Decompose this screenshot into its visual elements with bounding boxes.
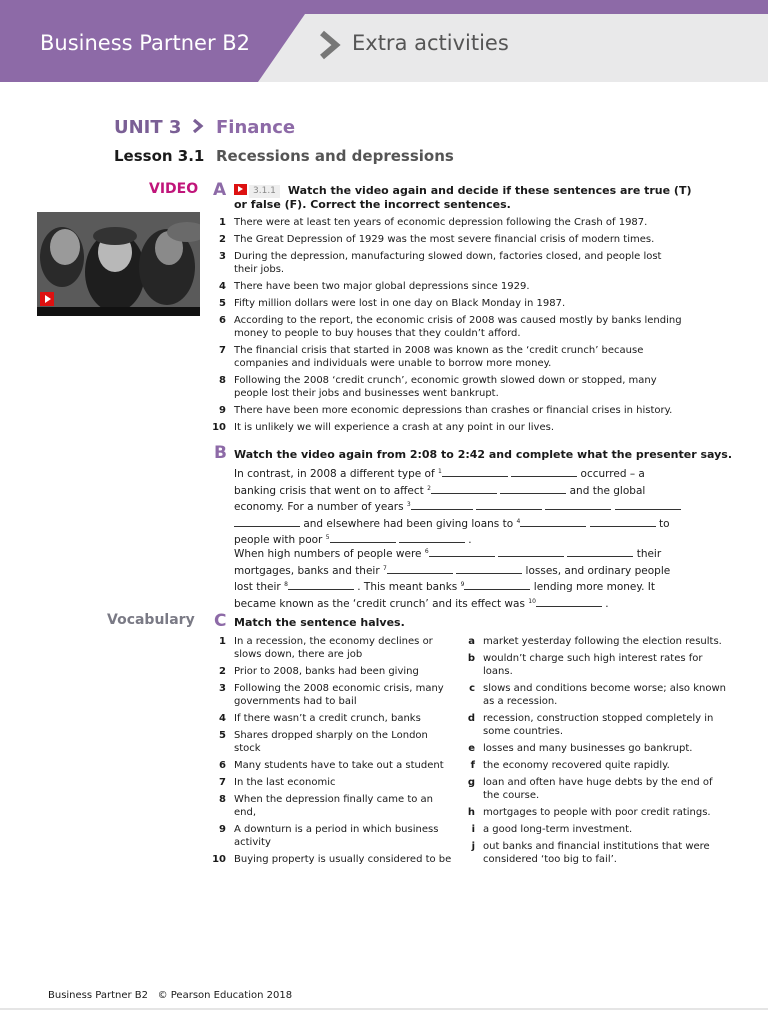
gap-number: 9 <box>460 581 465 588</box>
item-number: 1 <box>219 636 226 647</box>
item-number: 10 <box>212 422 226 433</box>
sentence-end-item <box>457 742 727 755</box>
footer <box>48 990 292 1001</box>
statement-item <box>208 314 682 340</box>
item-text: There have been two major global depressions since 1929. <box>234 281 530 292</box>
chevron-right-icon <box>192 119 204 133</box>
gap-text: When high numbers of people were <box>234 548 422 560</box>
gap-text: occurred – a banking crisis that went on to affect <box>234 468 645 497</box>
item-number: c <box>469 683 475 694</box>
item-text: If there wasn’t a credit crunch, banks <box>234 713 421 724</box>
gap-text: In contrast, in 2008 a different type of <box>234 468 435 480</box>
item-number: 2 <box>219 234 226 245</box>
item-text: There were at least ten years of economic depression following the Crash of 1987. <box>234 217 648 228</box>
item-number: f <box>470 760 475 771</box>
item-number: 9 <box>219 824 226 835</box>
chevron-right-icon <box>318 30 344 60</box>
sentence-start-item <box>208 793 454 819</box>
sentence-start-item <box>208 635 454 661</box>
gap-text: lending more money. It became known as the ‘credit crunch’ and its effect was <box>234 581 655 610</box>
gap-number: 2 <box>427 484 431 492</box>
match-right-column <box>457 635 727 870</box>
sentence-start-item <box>208 776 454 789</box>
item-text: Buying property is usually considered to be <box>234 854 452 865</box>
item-text: losses and many businesses go bankrupt. <box>483 743 693 754</box>
gap-number: 1 <box>438 468 442 475</box>
video-still-image <box>37 212 200 316</box>
gap-6-blank[interactable] <box>429 547 495 557</box>
gap-text: and the global economy. For a number of years <box>234 484 646 513</box>
item-text: Following the 2008 economic crisis, many governments had to bail <box>234 683 444 707</box>
gap-5-blank[interactable] <box>399 533 465 543</box>
gap-2-blank[interactable] <box>431 484 497 494</box>
item-number: b <box>467 653 475 664</box>
exercise-letter-b: B <box>214 443 227 463</box>
statement-item <box>208 280 682 293</box>
gap-7-blank[interactable] <box>387 564 453 574</box>
gap-7-blank[interactable] <box>456 564 522 574</box>
book-title: Business Partner B2 <box>40 31 251 55</box>
gap-number: 7 <box>383 564 387 572</box>
header-chevron-shape <box>258 14 326 82</box>
item-text: Following the 2008 ‘credit crunch’, economic growth slowed down or stopped, many people lost their jobs and businesses went bankrupt. <box>234 375 657 399</box>
exercise-letter-c: C <box>214 611 227 631</box>
item-number: i <box>471 824 475 835</box>
exercise-a-list <box>208 216 682 438</box>
gap-1-blank[interactable] <box>442 467 508 477</box>
gap-number: 5 <box>325 534 330 541</box>
item-text: There have been more economic depressions than crashes or financial crises in history. <box>234 405 673 416</box>
sentence-end-item <box>457 759 727 772</box>
exercise-b-instruction: Watch the video again from 2:08 to 2:42 and complete what the presenter says. <box>234 448 733 461</box>
gap-3-blank[interactable] <box>476 500 542 510</box>
statement-item <box>208 297 682 310</box>
item-text: out banks and financial institutions that were considered ‘too big to fail’. <box>483 841 710 865</box>
video-thumbnail[interactable] <box>37 212 200 316</box>
item-number: d <box>467 713 475 724</box>
item-number: 9 <box>219 405 226 416</box>
item-number: e <box>468 743 475 754</box>
item-text: Shares dropped sharply on the London stock <box>234 730 428 754</box>
sentence-start-item <box>208 729 454 755</box>
item-text: In a recession, the economy declines or slows down, there are job <box>234 636 433 660</box>
item-number: 8 <box>219 794 226 805</box>
gap-text: and elsewhere had been giving loans to <box>303 517 514 530</box>
item-text: recession, construction stopped completely in some countries. <box>483 713 714 737</box>
gap-number: 6 <box>424 548 429 555</box>
sentence-end-item <box>457 712 727 738</box>
statement-item <box>208 250 682 276</box>
item-text: The Great Depression of 1929 was the most severe financial crisis of modern times. <box>234 234 655 245</box>
item-text: A downturn is a period in which business activity <box>234 824 439 848</box>
unit-label <box>114 117 208 138</box>
statement-item <box>208 216 682 229</box>
gap-9-blank[interactable] <box>464 580 530 590</box>
statement-item <box>208 374 682 400</box>
item-number: 7 <box>219 777 226 788</box>
footer-copyright: © Pearson Education 2018 <box>157 990 293 1001</box>
sentence-start-item <box>208 759 454 772</box>
exercise-letter-a: A <box>213 180 227 200</box>
track-number: 3.1.1 <box>249 185 280 198</box>
item-number: 4 <box>219 281 226 292</box>
gap-number: 4 <box>516 517 521 525</box>
footer-divider <box>0 1008 768 1010</box>
gap-3-blank[interactable] <box>411 500 473 510</box>
item-text: loan and often have huge debts by the end of the course. <box>483 777 713 801</box>
exercise-c-instruction: Match the sentence halves. <box>234 616 405 629</box>
item-number: 6 <box>219 760 226 771</box>
gap-4-blank[interactable] <box>520 517 586 527</box>
gap-3-blank[interactable] <box>234 517 300 527</box>
item-number: 8 <box>219 375 226 386</box>
item-text: The financial crisis that started in 2008 was known as the ‘credit crunch’ because companies and individuals were unable to borrow more money. <box>234 345 644 369</box>
gap-6-blank[interactable] <box>498 547 564 557</box>
sentence-end-item <box>457 682 727 708</box>
item-number: 5 <box>219 298 226 309</box>
item-text: Fifty million dollars were lost in one day on Black Monday in 1987. <box>234 298 566 309</box>
unit-number: UNIT 3 <box>114 117 182 138</box>
item-number: 3 <box>219 251 226 262</box>
item-text: slows and conditions become worse; also known as a recession. <box>483 683 726 707</box>
exercise-a-instruction-text: Watch the video again and decide if these sentences are true (T) or false (F). Correct the incorrect sentences. <box>234 184 692 211</box>
item-number: 3 <box>219 683 226 694</box>
item-text: the economy recovered quite rapidly. <box>483 760 670 771</box>
sentence-start-item <box>208 712 454 725</box>
item-text: market yesterday following the election results. <box>483 636 722 647</box>
match-left-column <box>208 635 454 870</box>
statement-item <box>208 404 682 417</box>
gap-number: 8 <box>284 581 288 588</box>
sentence-end-item <box>457 652 727 678</box>
header-section-title: Extra activities <box>352 31 509 55</box>
item-text: During the depression, manufacturing slowed down, factories closed, and people lost their jobs. <box>234 251 662 275</box>
exercise-a-instruction <box>234 184 704 211</box>
item-text: a good long-term investment. <box>483 824 633 835</box>
gap-5-blank[interactable] <box>330 533 396 543</box>
lesson-name: Recessions and depressions <box>216 147 454 165</box>
sentence-start-item <box>208 853 454 866</box>
gap-3-blank[interactable] <box>615 500 681 510</box>
video-progress-bar[interactable] <box>37 307 200 316</box>
item-number: h <box>467 807 475 818</box>
item-number: a <box>468 636 475 647</box>
sentence-end-item <box>457 776 727 802</box>
exercise-b-paragraph-1: In contrast, in 2008 a different type of $^1$ occurred – a banking crisis that went on to affect $^2$ and the global economy. For a number of years $^3$ and elsewhere had been giving loans to $^4$ to people with poor $^5$ . <box>234 465 684 548</box>
item-number: j <box>471 841 475 852</box>
item-text: Prior to 2008, banks had been giving <box>234 666 419 677</box>
item-text: In the last economic <box>234 777 336 788</box>
sentence-start-item <box>208 682 454 708</box>
unit-name: Finance <box>216 117 296 138</box>
item-text: wouldn’t charge such high interest rates for loans. <box>483 653 703 677</box>
sentence-end-item <box>457 823 727 836</box>
sentence-start-item <box>208 823 454 849</box>
item-text: mortgages to people with poor credit ratings. <box>483 807 711 818</box>
footer-book-title: Business Partner B2 <box>48 990 149 1001</box>
gap-2-blank[interactable] <box>500 484 566 494</box>
item-number: 4 <box>219 713 226 724</box>
sentence-end-item <box>457 840 727 866</box>
item-number: 7 <box>219 345 226 356</box>
sentence-end-item <box>457 635 727 648</box>
item-number: 6 <box>219 315 226 326</box>
gap-10-blank[interactable] <box>536 597 602 607</box>
gap-8-blank[interactable] <box>288 580 354 590</box>
item-text: Many students have to take out a student <box>234 760 444 771</box>
gap-text: their mortgages, banks and their <box>234 548 662 577</box>
gap-6-blank[interactable] <box>567 547 633 557</box>
item-number: 10 <box>212 854 226 865</box>
gap-4-blank[interactable] <box>590 517 656 527</box>
item-text: When the depression finally came to an end, <box>234 794 434 818</box>
gap-number: 3 <box>406 501 411 508</box>
vocabulary-label: Vocabulary <box>107 612 195 628</box>
item-text: According to the report, the economic crisis of 2008 was caused mostly by banks lending money to people to buy houses that they couldn’t afford. <box>234 315 682 339</box>
statement-item <box>208 421 682 434</box>
play-icon[interactable] <box>40 292 54 306</box>
gap-3-blank[interactable] <box>545 500 611 510</box>
item-number: 5 <box>219 730 226 741</box>
item-text: It is unlikely we will experience a crash at any point in our lives. <box>234 422 555 433</box>
gap-1-blank[interactable] <box>511 467 577 477</box>
statement-item <box>208 233 682 246</box>
gap-text: . This meant banks <box>357 581 458 593</box>
gap-text: losses, and ordinary people lost their <box>234 564 671 593</box>
gap-number: 10 <box>528 597 536 605</box>
play-icon[interactable] <box>234 184 247 195</box>
item-number: 1 <box>219 217 226 228</box>
item-number: g <box>467 777 475 788</box>
gap-text: to people with poor <box>234 517 670 546</box>
sentence-start-item <box>208 665 454 678</box>
video-label: VIDEO <box>149 181 199 197</box>
item-number: 2 <box>219 666 226 677</box>
lesson-label: Lesson 3.1 <box>114 147 205 165</box>
sentence-end-item <box>457 806 727 819</box>
exercise-b-paragraph-2: When high numbers of people were $^6$ their mortgages, banks and their $^7$ losses, and ordinary people lost their $^8$ . This meant banks $^9$ lending more money. It became known as the ‘credit crunch’ and its effect was $^{10}$ . <box>234 548 671 610</box>
statement-item <box>208 344 682 370</box>
